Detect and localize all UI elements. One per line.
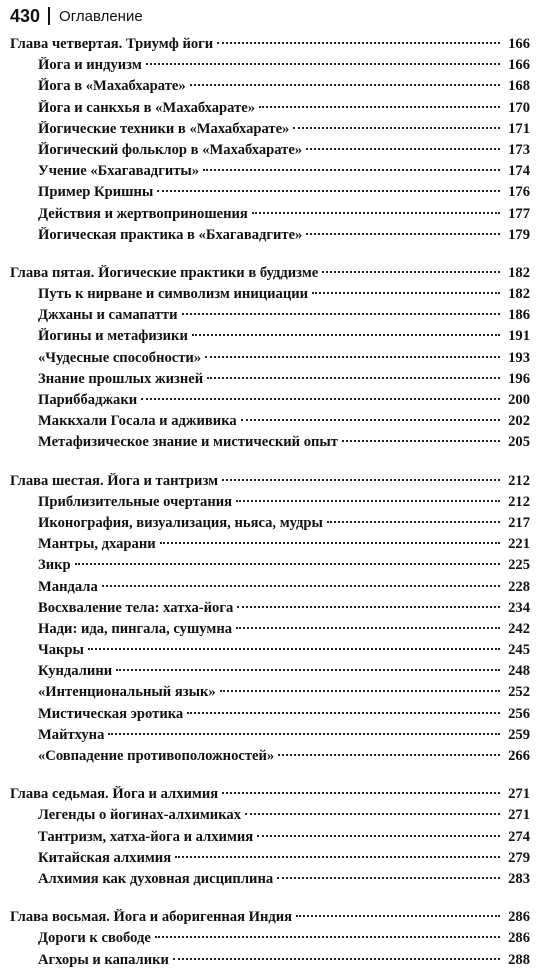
section-entry-title: Учение «Бхагавадгиты» [38,163,200,180]
section-entry-page-number: 266 [508,748,530,764]
section-entry [10,78,530,99]
section-entry-title: Китайская алхимия [38,849,172,866]
dot-leader [237,606,500,608]
section-entry [10,536,530,557]
dot-leader [141,398,500,400]
chapter-block [10,36,530,248]
section-entry-page-number: 177 [508,205,530,222]
header-divider [48,7,50,25]
section-entry [10,871,530,892]
chapter-entry [10,265,530,286]
section-entry-page-number: 176 [508,184,530,201]
section-entry [10,579,530,600]
section-entry-page-number: 286 [508,930,530,947]
section-entry-page-number: 225 [508,557,530,574]
dot-leader [277,877,500,879]
dot-leader [222,792,500,794]
chapter-entry [10,909,530,930]
dot-leader [245,813,500,815]
section-entry-title: «Чудесные способности» [38,349,202,366]
dot-leader [192,334,500,336]
section-entry [10,600,530,621]
section-entry-page-number: 196 [508,370,530,387]
section-entry-page-number: 186 [508,307,530,324]
section-entry-page-number: 245 [508,642,530,659]
section-entry-page-number: 171 [508,120,530,137]
chapter-block [10,473,530,770]
dot-leader [222,479,500,481]
dot-leader [175,856,500,858]
section-entry-title: Дороги к свободе [38,930,151,947]
section-entry-title: Кундалини [38,663,113,680]
section-entry [10,163,530,184]
section-entry-title: «Интенциональный язык» [38,684,216,701]
dot-leader [252,212,500,214]
section-entry-page-number: 200 [508,392,530,408]
section-entry-page-number: 283 [508,870,530,887]
dot-leader [342,440,500,442]
dot-leader [259,106,500,108]
section-entry [10,100,530,121]
section-entry-page-number: 166 [508,57,530,74]
chapter-entry-title: Глава четвертая. Триумф йоги [10,36,214,52]
section-entry [10,850,530,871]
running-head [10,4,530,28]
section-entry-title: Мантры, дхарани [38,536,156,553]
dot-leader [187,712,500,714]
section-entry [10,748,530,769]
dot-leader [108,733,500,735]
dot-leader [327,521,500,523]
chapter-entry [10,786,530,807]
dot-leader [182,313,500,315]
dot-leader [116,669,500,671]
section-entry [10,663,530,684]
dot-leader [190,84,500,86]
chapter-entry-page-number: 286 [508,909,530,926]
chapter-block [10,786,530,892]
dot-leader [241,419,500,421]
section-entry-title: Чакры [38,642,84,659]
section-entry-page-number: 221 [508,536,530,553]
dot-leader [236,500,500,502]
section-entry-page-number: 256 [508,705,530,722]
dot-leader [220,690,500,692]
chapter-entry-title: Глава шестая. Йога и тантризм [10,472,219,489]
section-entry-page-number: 228 [508,578,530,595]
section-entry-title: Путь к нирване и символизм инициации [38,286,309,303]
dot-leader [278,754,500,756]
dot-leader [75,563,500,565]
section-entry-title: «Совпадение противоположностей» [38,748,275,764]
section-entry-title: Йогины и метафизики [38,328,188,345]
chapter-block [10,909,530,973]
section-entry-title: Приблизительные очертания [38,493,233,510]
dot-leader [160,542,500,544]
dot-leader [322,271,500,273]
chapter-entry-page-number: 271 [508,786,530,803]
page-number: 430 [10,5,41,26]
section-entry [10,371,530,392]
section-entry-page-number: 182 [508,286,530,303]
section-entry-title: Мандала [38,578,98,595]
section-entry-title: Знание прошлых жизней [38,370,204,387]
dot-leader [293,127,500,129]
section-entry-page-number: 252 [508,684,530,701]
section-entry-title: Майтхуна [38,726,105,743]
section-entry [10,684,530,705]
dot-leader [306,148,500,150]
dot-leader [306,233,500,235]
section-entry-title: Йогические техники в «Махабхарате» [38,120,290,137]
section-entry-page-number: 193 [508,349,530,366]
section-entry [10,642,530,663]
section-entry-page-number: 202 [508,413,530,430]
section-entry [10,350,530,371]
section-entry-page-number: 205 [508,434,530,451]
section-entry-title: Легенды о йогинах-алхимиках [38,807,241,824]
section-entry-title: Йога и санкхья в «Махабхарате» [38,99,256,116]
section-entry [10,286,530,307]
dot-leader [312,292,500,294]
section-entry-title: Маккхали Госала и адживика [38,413,237,430]
chapter-entry-title: Глава седьмая. Йога и алхимия [10,786,219,803]
section-entry-title: Нади: ида, пингала, сушумна [38,620,233,637]
dot-leader [296,915,500,917]
section-entry-page-number: 248 [508,663,530,680]
chapter-entry-title: Глава пятая. Йогические практики в буддизме [10,264,319,281]
section-entry-page-number: 288 [508,951,530,968]
section-entry-title: Иконография, визуализация, ньяса, мудры [38,514,323,531]
chapter-entry-page-number: 166 [508,36,530,52]
section-entry-title: Йогическая практика в «Бхагавадгите» [38,226,303,243]
section-entry-page-number: 170 [508,99,530,116]
chapter-entry-page-number: 182 [508,264,530,281]
section-entry-page-number: 242 [508,620,530,637]
section-entry-title: Йога в «Махабхарате» [38,78,186,95]
section-entry [10,727,530,748]
dot-leader [88,648,500,650]
section-entry-title: Метафизическое знание и мистический опыт [38,434,338,451]
dot-leader [203,169,500,171]
section-entry [10,952,530,973]
section-entry-title: Йога и индуизм [38,57,142,74]
section-entry [10,307,530,328]
dot-leader [236,627,500,629]
section-entry [10,227,530,248]
section-entry [10,807,530,828]
dot-leader [217,42,500,44]
dot-leader [155,936,500,938]
dot-leader [207,377,500,379]
section-entry-page-number: 212 [508,493,530,510]
section-entry-title: Восхваление тела: хатха-йога [38,599,234,616]
section-entry-title: Тантризм, хатха-йога и алхимия [38,828,254,845]
section-entry [10,557,530,578]
dot-leader [173,958,500,960]
dot-leader [157,190,500,192]
section-entry [10,494,530,515]
section-entry-page-number: 259 [508,726,530,743]
section-entry [10,413,530,434]
section-entry-page-number: 191 [508,328,530,345]
dot-leader [146,63,500,65]
chapter-entry-title: Глава восьмая. Йога и аборигенная Индия [10,909,293,926]
dot-leader [205,356,500,358]
section-entry [10,829,530,850]
chapter-entry [10,473,530,494]
chapter-entry [10,36,530,57]
section-entry [10,142,530,163]
section-entry-page-number: 279 [508,849,530,866]
section-entry-page-number: 173 [508,141,530,158]
section-entry-page-number: 234 [508,599,530,616]
section-entry [10,184,530,205]
section-entry [10,434,530,455]
section-entry-page-number: 179 [508,226,530,243]
section-entry-title: Агхоры и капалики [38,951,169,968]
chapter-entry-page-number: 212 [508,472,530,489]
section-entry [10,57,530,78]
section-entry-title: Зикр [38,557,71,574]
section-entry [10,206,530,227]
section-entry [10,621,530,642]
section-entry-title: Пример Кришны [38,184,154,201]
section-entry [10,706,530,727]
running-head-title: Оглавление [59,7,143,25]
table-of-contents [10,36,530,973]
section-entry-page-number: 168 [508,78,530,95]
chapter-block [10,265,530,456]
section-entry [10,930,530,951]
section-entry-page-number: 217 [508,514,530,531]
section-entry-page-number: 174 [508,163,530,180]
dot-leader [257,835,500,837]
section-entry-page-number: 274 [508,828,530,845]
section-entry [10,392,530,413]
section-entry [10,515,530,536]
section-entry-title: Йогический фольклор в «Махабхарате» [38,141,303,158]
section-entry-title: Алхимия как духовная дисциплина [38,870,274,887]
section-entry [10,328,530,349]
section-entry-page-number: 271 [508,807,530,824]
section-entry-title: Мистическая эротика [38,705,184,722]
section-entry-title: Париббаджаки [38,392,138,408]
section-entry-title: Действия и жертвоприношения [38,205,248,222]
section-entry [10,121,530,142]
section-entry-title: Джханы и самапатти [38,307,178,324]
dot-leader [102,585,500,587]
